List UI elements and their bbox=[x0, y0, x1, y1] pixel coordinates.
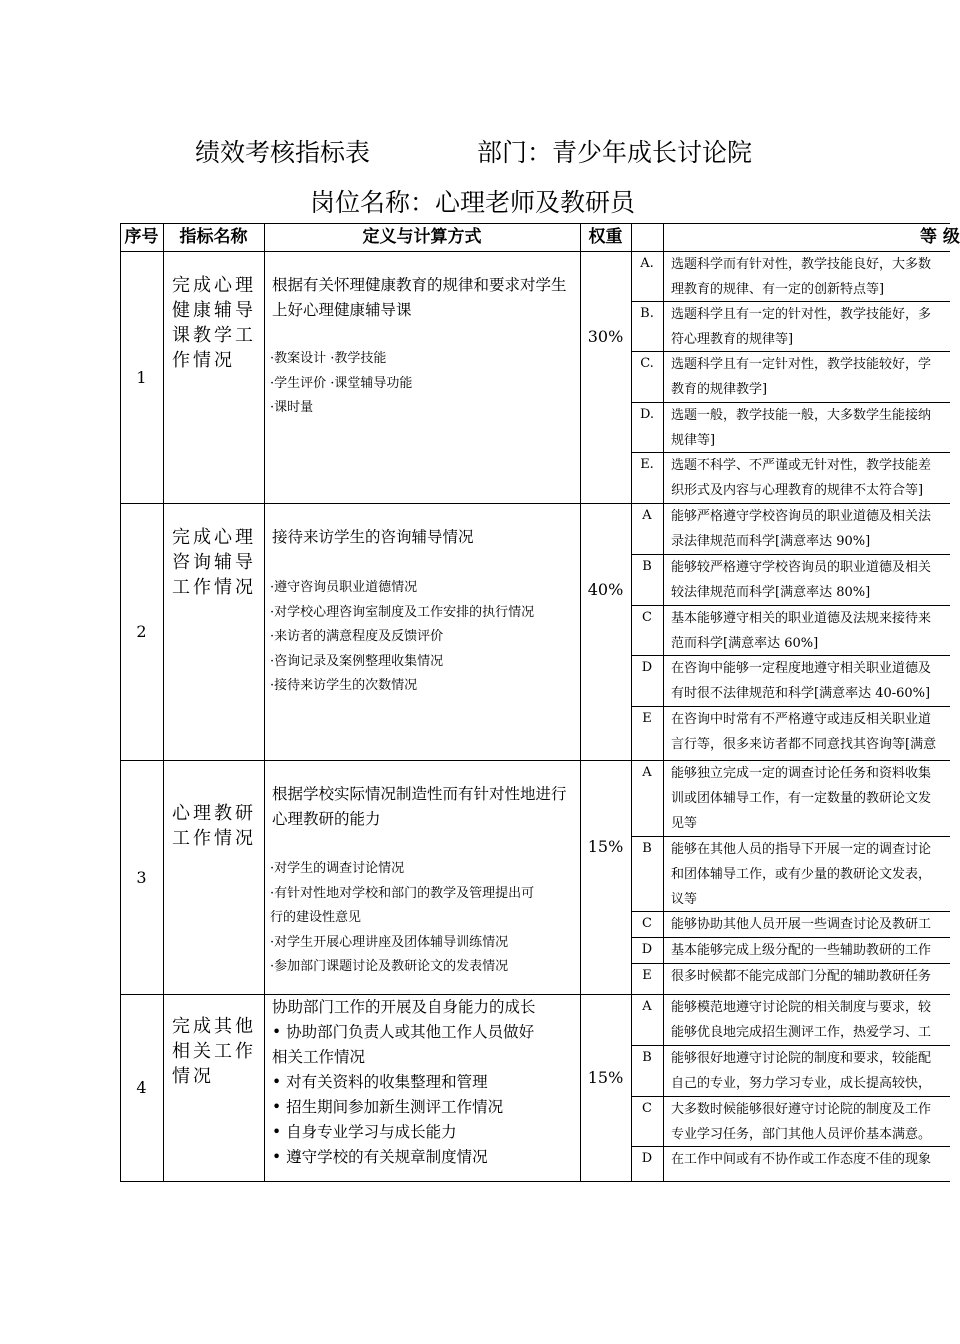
header-seq: 序号 bbox=[124, 227, 159, 247]
grade-label: D bbox=[641, 942, 653, 957]
row-seq: 4 bbox=[136, 1078, 147, 1097]
grade-label: C bbox=[642, 610, 652, 625]
row-definition-items bbox=[270, 576, 578, 699]
grade-line: 能够优良地完成招生测评工作，热爱学习、工 bbox=[671, 1025, 932, 1040]
grade-line: 自己的专业，努力学习专业，成长提高较快， bbox=[671, 1076, 932, 1091]
grid-line bbox=[264, 223, 265, 1181]
header-definition: 定义与计算方式 bbox=[362, 227, 482, 247]
row-definition-main: 根据有关怀理健康教育的规律和要求对学生上好心理健康辅导课 bbox=[272, 276, 567, 319]
grade-line: 织形式及内容与心理教育的规律不太符合等] bbox=[671, 483, 924, 498]
grade-description bbox=[671, 912, 950, 937]
definition-line: 相关工作情况 bbox=[272, 1048, 366, 1066]
grid-line bbox=[580, 223, 581, 1181]
grade-line: 基本能够遵守相关的职业道德及法规来接待来 bbox=[671, 611, 932, 626]
grade-line: 能够较严格遵守学校咨询员的职业道德及相关 bbox=[671, 560, 932, 575]
grade-description bbox=[671, 707, 950, 760]
grade-line: 专业学习任务，部门其他人员评价基本满意。 bbox=[671, 1127, 932, 1142]
grade-label: B bbox=[642, 559, 652, 574]
grid-line bbox=[663, 223, 664, 1181]
grade-description bbox=[671, 606, 950, 655]
row-seq: 1 bbox=[136, 367, 147, 387]
row-definition bbox=[272, 995, 577, 1170]
definition-item: ·来访者的满意程度及反馈评价 bbox=[270, 629, 444, 644]
grade-description bbox=[671, 1147, 950, 1181]
row-definition-items bbox=[270, 347, 578, 421]
grade-description bbox=[671, 504, 950, 554]
grade-label: A bbox=[642, 765, 652, 780]
grade-description bbox=[671, 555, 950, 605]
row-weight: 40% bbox=[587, 580, 624, 599]
grade-label: E bbox=[642, 968, 652, 983]
doc-title bbox=[195, 133, 753, 169]
grade-label: B bbox=[642, 841, 652, 856]
grade-line: 理教育的规律、有一定的创新特点等] bbox=[671, 282, 885, 297]
grade-line: 见等 bbox=[671, 816, 698, 831]
grade-line: 教育的规律教学] bbox=[671, 382, 768, 397]
grade-line: 规律等] bbox=[671, 433, 716, 448]
grade-line: 大多数时候能够很好遵守讨论院的制度及工作 bbox=[671, 1102, 932, 1117]
grade-label: D. bbox=[639, 407, 655, 422]
grade-label: E. bbox=[640, 457, 654, 472]
kpi-table bbox=[120, 223, 960, 1181]
grade-line: 有时很不法律规范和科学[满意率达 40-60%] bbox=[671, 686, 931, 701]
grade-line: 在工作中间或有不协作或工作态度不佳的现象 bbox=[671, 1152, 932, 1167]
grade-line: 选题科学而有针对性，教学技能良好，大多数 bbox=[671, 257, 932, 272]
definition-item: ·学生评价 ·课堂辅导功能 bbox=[270, 375, 413, 391]
grade-description bbox=[671, 837, 950, 911]
row-indicator-name: 完成心理咨询辅导工作情况 bbox=[172, 527, 256, 598]
grade-line: 能够在其他人员的指导下开展一定的调查讨论 bbox=[671, 842, 932, 857]
grade-description bbox=[671, 995, 950, 1045]
grade-line: 选题不科学、不严谨或无针对性，教学技能差 bbox=[671, 458, 932, 473]
grade-line: 议等 bbox=[671, 892, 698, 907]
grade-line: 能够模范地遵守讨论院的相关制度与要求，较 bbox=[671, 1000, 932, 1015]
definition-item: ·课时量 bbox=[270, 400, 314, 415]
definition-line: • 招生期间参加新生测评工作情况 bbox=[272, 1098, 504, 1116]
grid-line bbox=[163, 223, 164, 1181]
row-weight: 15% bbox=[587, 1068, 624, 1087]
grade-label: D bbox=[641, 1151, 653, 1166]
grade-line: 言行等，很多来访者都不同意找其咨询等[满意 bbox=[671, 737, 937, 752]
definition-line: • 自身专业学习与成长能力 bbox=[272, 1123, 457, 1141]
grade-description bbox=[671, 403, 950, 452]
grade-line: 在咨询中时常有不严格遵守或违反相关职业道 bbox=[671, 712, 932, 727]
row-indicator-name: 完成心理健康辅导课教学工作情况 bbox=[172, 275, 256, 371]
grade-line: 选题一般，教学技能一般，大多数学生能接纳 bbox=[671, 408, 932, 423]
row-definition-main: 根据学校实际情况制造性而有针对性地进行心理教研的能力 bbox=[272, 785, 567, 828]
header-name: 指标名称 bbox=[179, 227, 248, 247]
grade-label: A. bbox=[640, 256, 654, 271]
definition-item: ·咨询记录及案例整理收集情况 bbox=[270, 653, 444, 669]
row-indicator-name: 心理教研工作情况 bbox=[172, 803, 256, 849]
grade-description bbox=[671, 761, 950, 836]
grade-description bbox=[671, 252, 950, 301]
row-weight: 30% bbox=[587, 327, 624, 346]
definition-item: ·参加部门课题讨论及教研论文的发表情况 bbox=[270, 959, 509, 974]
row-weight: 15% bbox=[587, 837, 624, 856]
grade-line: 能够严格遵守学校咨询员的职业道德及相关法 bbox=[671, 509, 932, 524]
definition-line: • 对有关资料的收集整理和管理 bbox=[272, 1073, 488, 1091]
definition-item: ·遵守咨询员职业道德情况 bbox=[270, 580, 418, 595]
header-weight: 权重 bbox=[588, 227, 623, 247]
grade-label: B bbox=[642, 1050, 652, 1065]
grade-label: B. bbox=[640, 306, 654, 321]
department-label: 部门：青少年成长讨论院 bbox=[477, 138, 753, 167]
grade-line: 很多时候都不能完成部门分配的辅助教研任务 bbox=[671, 969, 932, 984]
grade-description bbox=[671, 656, 950, 706]
grade-description bbox=[671, 964, 950, 994]
grade-line: 选题科学且有一定针对性，教学技能较好，学 bbox=[671, 357, 932, 372]
definition-item: ·对学校心理咨询室制度及工作安排的执行情况 bbox=[270, 604, 535, 620]
grade-line: 能够独立完成一定的调查讨论任务和资料收集 bbox=[671, 766, 932, 781]
definition-line: 协助部门工作的开展及自身能力的成长 bbox=[272, 998, 536, 1016]
definition-line: • 遵守学校的有关规章制度情况 bbox=[272, 1148, 488, 1166]
row-indicator-name: 完成其他相关工作情况 bbox=[172, 1016, 256, 1087]
row-definition-main: 接待来访学生的咨询辅导情况 bbox=[272, 528, 474, 546]
grade-line: 和团体辅导工作，或有少量的教研论文发表， bbox=[671, 867, 932, 882]
grade-label: A bbox=[642, 999, 652, 1014]
grade-label: C bbox=[642, 1101, 652, 1116]
position-title: 岗位名称：心理老师及教研员 bbox=[310, 188, 636, 217]
grade-line: 能够协助其他人员开展一些调查讨论及教研工 bbox=[671, 917, 932, 932]
grade-label: C. bbox=[640, 356, 654, 371]
row-seq: 3 bbox=[136, 867, 147, 887]
grade-line: 训或团体辅导工作，有一定数量的教研论文发 bbox=[671, 791, 932, 806]
grade-line: 在咨询中能够一定程度地遵守相关职业道德及 bbox=[671, 661, 932, 676]
grade-label: A bbox=[642, 508, 652, 523]
grade-label: D bbox=[641, 660, 653, 675]
grade-line: 符心理教育的规律等] bbox=[671, 332, 794, 347]
grade-description bbox=[671, 453, 950, 503]
grade-line: 基本能够完成上级分配的一些辅助教研的工作 bbox=[671, 943, 932, 958]
definition-item: ·教案设计 ·教学技能 bbox=[270, 351, 387, 366]
grade-line: 选题科学且有一定的针对性，教学技能好，多 bbox=[671, 307, 932, 322]
header-grade: 等 级 bbox=[920, 227, 960, 247]
definition-item: 行的建设性意见 bbox=[270, 910, 362, 925]
row-definition-items bbox=[270, 857, 578, 980]
grade-line: 较法律规范而科学[满意率达 80%] bbox=[671, 585, 871, 600]
grade-description bbox=[671, 352, 950, 402]
grade-description bbox=[671, 302, 950, 351]
row-seq: 2 bbox=[136, 622, 147, 641]
grade-description bbox=[671, 1046, 950, 1096]
grid-line bbox=[120, 1181, 950, 1182]
grade-label: E bbox=[642, 711, 652, 726]
grade-description bbox=[671, 938, 950, 963]
definition-item: ·接待来访学生的次数情况 bbox=[270, 678, 418, 693]
grade-line: 录法律规范而科学[满意率达 90%] bbox=[671, 534, 871, 549]
grade-description bbox=[671, 1097, 950, 1146]
grade-line: 能够很好地遵守讨论院的制度和要求，较能配 bbox=[671, 1051, 932, 1066]
definition-line: • 协助部门负责人或其他工作人员做好 bbox=[272, 1023, 535, 1041]
grade-line: 范而科学[满意率达 60%] bbox=[671, 636, 819, 651]
grade-label: C bbox=[642, 916, 652, 931]
definition-item: ·有针对性地对学校和部门的教学及管理提出可 bbox=[270, 885, 535, 901]
definition-item: ·对学生的调查讨论情况 bbox=[270, 861, 405, 876]
definition-item: ·对学生开展心理讲座及团体辅导训练情况 bbox=[270, 934, 509, 950]
title-text: 绩效考核指标表 bbox=[195, 138, 371, 167]
